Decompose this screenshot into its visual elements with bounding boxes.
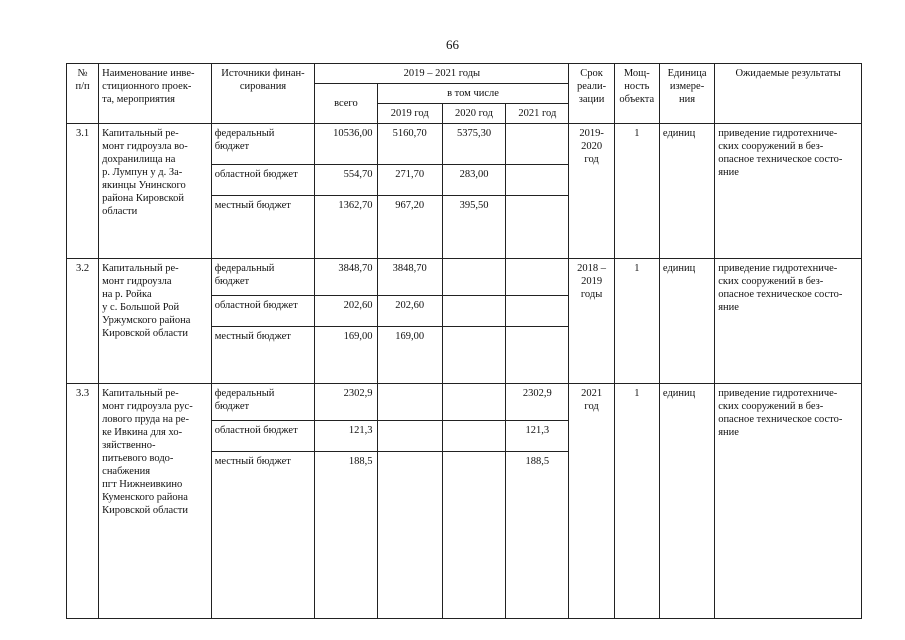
value-total: 169,00 (315, 327, 377, 384)
header-num: № п/п (67, 64, 99, 124)
header-2019: 2019 год (377, 104, 442, 124)
value-2021 (506, 165, 569, 196)
value-2020: 283,00 (442, 165, 505, 196)
expected-result: приведение гидротехниче- ских сооружений в без- опасное техническое состо- яние (715, 384, 862, 619)
page-number: 66 (446, 37, 459, 52)
implementation-term: 2018 – 2019 годы (569, 259, 614, 384)
expected-result: приведение гидротехниче- ских сооружений в без- опасное техническое состо- яние (715, 124, 862, 259)
row-number: 3.3 (67, 384, 99, 619)
value-2019: 967,20 (377, 196, 442, 259)
table-row (67, 124, 862, 165)
value-2020 (442, 327, 505, 384)
project-name: Капитальный ре- монт гидроузла во- дохранилища на р. Лумпун у д. За- якинцы Унинского района Кировской области (99, 124, 212, 259)
value-2019: 271,70 (377, 165, 442, 196)
value-2021 (506, 296, 569, 327)
value-2019: 3848,70 (377, 259, 442, 296)
value-2020: 5375,30 (442, 124, 505, 165)
object-capacity: 1 (614, 384, 659, 619)
value-2021 (506, 196, 569, 259)
value-2019 (377, 452, 442, 619)
header-name: Наименование инве- стиционного проек- та, мероприятия (99, 64, 212, 124)
funding-source: местный бюджет (211, 196, 315, 259)
value-2021 (506, 327, 569, 384)
value-2019: 169,00 (377, 327, 442, 384)
funding-source: областной бюджет (211, 165, 315, 196)
object-capacity: 1 (614, 124, 659, 259)
implementation-term: 2019- 2020 год (569, 124, 614, 259)
header-sources: Источники финан- сирования (211, 64, 315, 124)
measure-unit: единиц (659, 384, 714, 619)
value-total: 121,3 (315, 421, 377, 452)
value-total: 10536,00 (315, 124, 377, 165)
header-including: в том числе (377, 84, 569, 104)
project-name: Капитальный ре- монт гидроузла рус- лового пруда на ре- ке Ивкина для хо- зяйственно- питьевого водо- снабжения пгт Нижнеивкино Куменского района Кировской области (99, 384, 212, 619)
value-2021: 121,3 (506, 421, 569, 452)
value-2021: 188,5 (506, 452, 569, 619)
value-2019: 5160,70 (377, 124, 442, 165)
header-total: всего (315, 84, 377, 124)
header-period: 2019 – 2021 годы (315, 64, 569, 84)
value-2021 (506, 259, 569, 296)
header-results: Ожидаемые результаты (715, 64, 862, 124)
value-total: 3848,70 (315, 259, 377, 296)
value-2020: 395,50 (442, 196, 505, 259)
funding-source: областной бюджет (211, 296, 315, 327)
funding-source: федеральный бюджет (211, 124, 315, 165)
value-2019 (377, 384, 442, 421)
header-unit: Единица измере- ния (659, 64, 714, 124)
funding-source: федеральный бюджет (211, 384, 315, 421)
value-total: 2302,9 (315, 384, 377, 421)
value-total: 1362,70 (315, 196, 377, 259)
value-2020 (442, 296, 505, 327)
value-2021: 2302,9 (506, 384, 569, 421)
value-2020 (442, 259, 505, 296)
project-name: Капитальный ре- монт гидроузла на р. Ройка у с. Большой Рой Уржумского района Кировской области (99, 259, 212, 384)
funding-source: федеральный бюджет (211, 259, 315, 296)
table-row (67, 384, 862, 421)
measure-unit: единиц (659, 259, 714, 384)
row-number: 3.2 (67, 259, 99, 384)
value-2020 (442, 384, 505, 421)
row-number: 3.1 (67, 124, 99, 259)
measure-unit: единиц (659, 124, 714, 259)
implementation-term: 2021 год (569, 384, 614, 619)
header-row-1 (67, 64, 862, 84)
header-2020: 2020 год (442, 104, 505, 124)
object-capacity: 1 (614, 259, 659, 384)
value-2021 (506, 124, 569, 165)
investment-table (66, 63, 862, 619)
funding-source: областной бюджет (211, 421, 315, 452)
header-2021: 2021 год (506, 104, 569, 124)
value-total: 202,60 (315, 296, 377, 327)
value-2020 (442, 452, 505, 619)
value-total: 188,5 (315, 452, 377, 619)
value-2019 (377, 421, 442, 452)
table-row (67, 259, 862, 296)
value-2019: 202,60 (377, 296, 442, 327)
funding-source: местный бюджет (211, 452, 315, 619)
header-term: Срок реали- зации (569, 64, 614, 124)
value-total: 554,70 (315, 165, 377, 196)
value-2020 (442, 421, 505, 452)
header-capacity: Мощ- ность объекта (614, 64, 659, 124)
expected-result: приведение гидротехниче- ских сооружений в без- опасное техническое состо- яние (715, 259, 862, 384)
funding-source: местный бюджет (211, 327, 315, 384)
